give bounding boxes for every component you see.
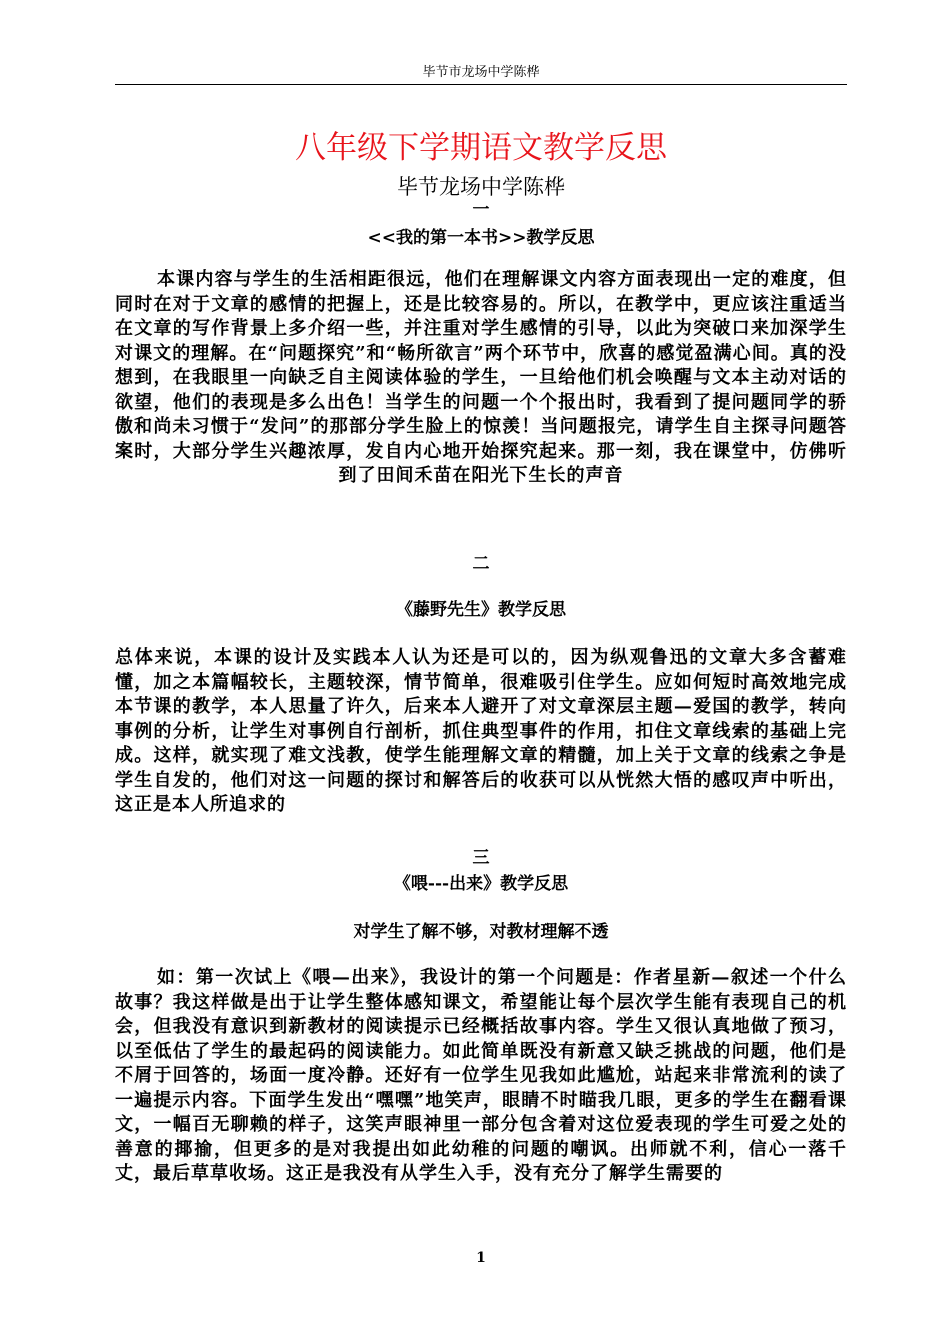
page-number: 1	[476, 1250, 486, 1266]
section-3-number: 三	[472, 848, 490, 868]
section-3-body: 如：第一次试上《喂—出来》，我设计的第一个问题是：作者星新—叙述一个什么故事？我这样做是出于让学生整体感知课文，希望能让每个层次学生能有表现自己的机会，但我没有意识到新教材的阅读提示已经概括故事内容。学生又很认真地做了预习，以至低估了学生的最起码的阅读能力。如此简单既没有新意又缺乏挑战的问题，他们是不屑于回答的，场面一度冷静。还好有一位学生见我如此尴尬，站起来非常流利的读了一遍提示内容。下面学生发出“嘿嘿”地笑声，眼睛不时瞄我几眼，更多的学生在翻看课文，一幅百无聊赖的样子，这笑声眼神里一部分包含着对这位爱表现的学生可爱之处的善意的揶揄，但更多的是对我提出如此幼稚的问题的嘲讽。出师就不利，信心一落千丈，最后草草收场。这正是我没有从学生入手，没有充分了解学生需要的	[115, 967, 847, 1184]
section-2-heading: 《藤野先生》教学反思	[396, 600, 566, 620]
section-3-heading: 《喂---出来》教学反思	[393, 874, 569, 894]
header-divider	[115, 84, 847, 85]
section-3-subheading: 对学生了解不够，对教材理解不透	[353, 922, 609, 942]
running-header: 毕节市龙场中学陈桦	[422, 65, 540, 80]
section-1-number: 一	[472, 200, 490, 220]
section-1-body: 本课内容与学生的生活相距很远，他们在理解课文内容方面表现出一定的难度，但同时在对于文章的感情的把握上，还是比较容易的。所以，在教学中，更应该注重适当在文章的写作背景上多介绍一些，并注重对学生感情的引导，以此为突破口来加深学生对课文的理解。在“问题探究”和“畅所欲言”两个环节中，欣喜的感觉盈满心间。真的没想到，在我眼里一向缺乏自主阅读体验的学生，一旦给他们机会唤醒与文本主动对话的欲望，他们的表现是多么出色！当学生的问题一个个报出时，我看到了提问题同学的骄傲和尚未习惯于“发问”的那部分学生脸上的惊羡！当问题报完，请学生自主探寻问题答案时，大部分学生兴趣浓厚，发自内心地开始探究起来。那一刻，我在课堂中，仿佛听到了田间禾苗在阳光下生长的声音	[115, 269, 847, 486]
section-2-body: 总体来说，本课的设计及实践本人认为还是可以的，因为纵观鲁迅的文章大多含蓄难懂，加之本篇幅较长，主题较深，情节简单，很难吸引住学生。应如何短时高效地完成本节课的教学，本人思量了许久，后来本人避开了对文章深层主题—爱国的教学，转向事例的分析，让学生对事例自行剖析，抓住典型事件的作用，扣住文章线索的基础上完成。这样，就实现了难文浅教，使学生能理解文章的精髓，加上关于文章的线索之争是学生自发的，他们对这一问题的探讨和解答后的收获可以从恍然大悟的感叹声中听出，这正是本人所追求的	[115, 647, 847, 815]
section-2-number: 二	[472, 554, 490, 574]
section-1-heading: <<我的第一本书>>教学反思	[367, 228, 595, 248]
document-title: 八年级下学期语文教学反思	[295, 130, 667, 166]
document-author: 毕节龙场中学陈桦	[397, 175, 565, 199]
